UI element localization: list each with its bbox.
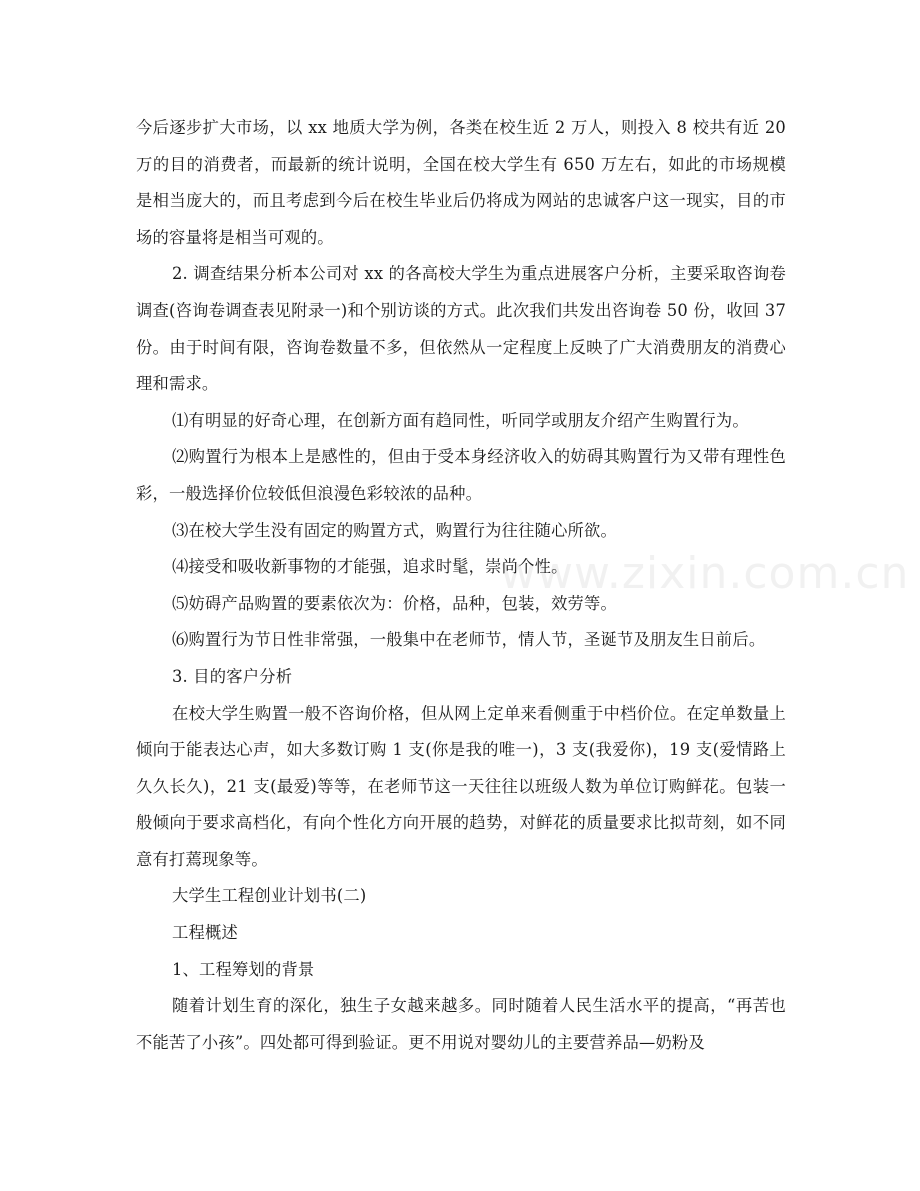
document-body [136, 110, 786, 1061]
list-item-factors: ⑸妨碍产品购置的要素依次为：价格，品种，包装，效劳等。 [172, 593, 617, 613]
paragraph-market-scale: 今后逐步扩大市场，以 xx 地质大学为例，各类在校生近 2 万人，则投入 8 校共有近 20 万的目的消费者，而最新的统计说明，全国在校大学生有 650 万左右，如此的市场规模是相当庞大的，而且考虑到今后在校生毕业后仍将成为网站的忠诚客户这一现实，目的市场的容量将是相当可观的。 [136, 118, 786, 247]
paragraph-survey-results: 2. 调查结果分析本公司对 xx 的各高校大学生为重点进展客户分析，主要采取咨询卷调查(咨询卷调查表见附录一)和个别访谈的方式。此次我们共发出咨询卷 50 份，收回 37 份。由于时间有限，咨询卷数量不多，但依然从一定程度上反映了广大消费朋友的消费心理和需求。 [136, 264, 786, 394]
section-heading-overview: 工程概述 [172, 923, 238, 943]
paragraph-background: 随着计划生育的深化，独生子女越来越多。同时随着人民生活水平的提高，“再苦也不能苦了小孩”。四处都可得到验证。更不用说对婴幼儿的主要营养品—奶粉及 [136, 996, 786, 1052]
list-item-curiosity: ⑴有明显的好奇心理，在创新方面有趋同性，听同学或朋友介绍产生购置行为。 [172, 410, 749, 430]
list-item-new-things: ⑷接受和吸收新事物的才能强，追求时髦，崇尚个性。 [172, 557, 568, 577]
section-heading-target-customers: 3. 目的客户分析 [172, 666, 293, 686]
list-item-holidays: ⑹购置行为节日性非常强，一般集中在老师节，情人节，圣诞节及朋友生日前后。 [172, 630, 766, 650]
section-heading-background: 1、工程筹划的背景 [172, 959, 315, 979]
paragraph-target-customers: 在校大学生购置一般不咨询价格，但从网上定单来看侧重于中档价位。在定单数量上倾向于能表达心声，如大多数订购 1 支(你是我的唯一)，3 支(我爱你)，19 支(爱情路上久久长久)，21 支(最爱)等等，在老师节这一天往往以班级人数为单位订购鲜花。包装一般倾向于要求高档化，有向个性化方向开展的趋势，对鲜花的质量要求比拟苛刻，如不同意有打蔫现象等。 [136, 703, 786, 869]
list-item-emotional-purchase: ⑵购置行为根本上是感性的，但由于受本身经济收入的妨碍其购置行为又带有理性色彩，一般选择价位较低但浪漫色彩较浓的品种。 [136, 447, 786, 503]
list-item-no-fixed-method: ⑶在校大学生没有固定的购置方式，购置行为往往随心所欲。 [172, 520, 617, 540]
document-title-part-two: 大学生工程创业计划书(二) [172, 886, 367, 906]
watermark: www.zixin.com.cn [500, 548, 910, 599]
